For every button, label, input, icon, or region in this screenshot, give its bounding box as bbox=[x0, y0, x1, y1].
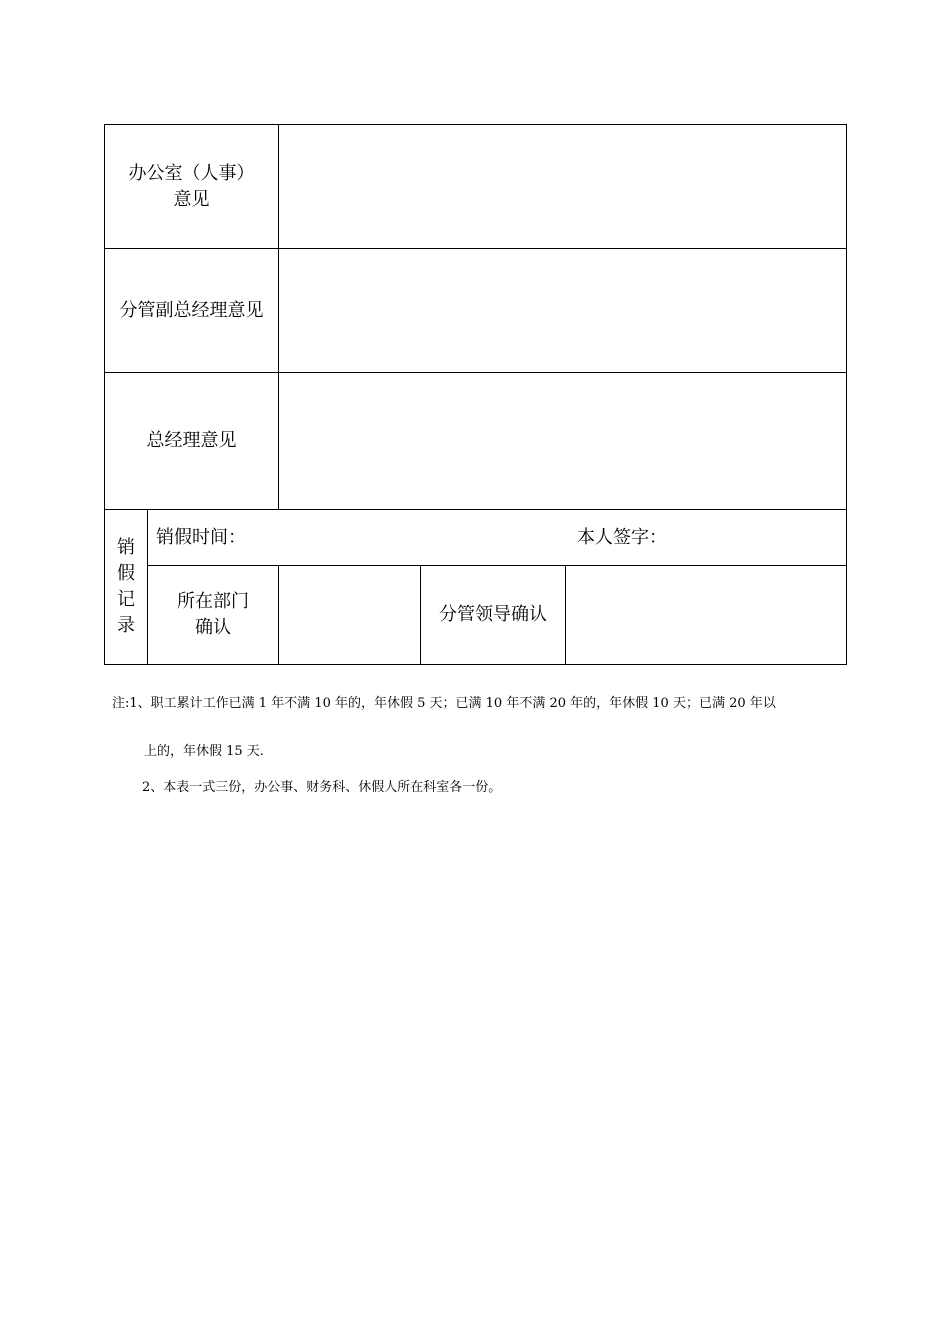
department-confirm-line2: 确认 bbox=[195, 617, 231, 638]
department-confirm-field[interactable] bbox=[279, 566, 420, 664]
leave-cancel-record-label bbox=[105, 510, 147, 664]
office-opinion-field[interactable] bbox=[279, 125, 846, 248]
office-opinion-label-line1: 办公室（人事） bbox=[128, 162, 255, 184]
gm-opinion-field[interactable] bbox=[279, 373, 846, 509]
note-1-line-1: 注:1、职工累计工作已满 1 年不满 10 年的，年休假 5 天；已满 10 年不满 20 年的，年休假 10 天；已满 20 年以 bbox=[112, 696, 776, 711]
department-confirm-label bbox=[148, 566, 278, 664]
record-char: 记 bbox=[117, 589, 135, 610]
leader-confirm-field[interactable] bbox=[566, 566, 846, 664]
leave-cancel-time-label: 销假时间： bbox=[156, 526, 246, 548]
office-opinion-label-line2: 意见 bbox=[173, 188, 210, 210]
department-confirm-line1: 所在部门 bbox=[177, 591, 249, 612]
leave-form-table bbox=[104, 124, 847, 665]
office-opinion-label bbox=[105, 125, 278, 248]
deputy-gm-opinion-label: 分管副总经理意见 bbox=[119, 299, 264, 321]
leader-confirm-label: 分管领导确认 bbox=[439, 604, 547, 625]
signature-label: 本人签字： bbox=[577, 526, 667, 548]
record-char: 假 bbox=[117, 563, 135, 584]
note-1-line-2: 上的，年休假 15 天. bbox=[144, 744, 264, 759]
gm-opinion-label: 总经理意见 bbox=[146, 430, 237, 451]
note-2: 2、本表一式三份，办公事、财务科、休假人所在科室各一份。 bbox=[142, 780, 502, 795]
record-char: 录 bbox=[117, 615, 135, 636]
deputy-gm-opinion-field[interactable] bbox=[279, 249, 846, 372]
record-char: 销 bbox=[117, 537, 135, 558]
